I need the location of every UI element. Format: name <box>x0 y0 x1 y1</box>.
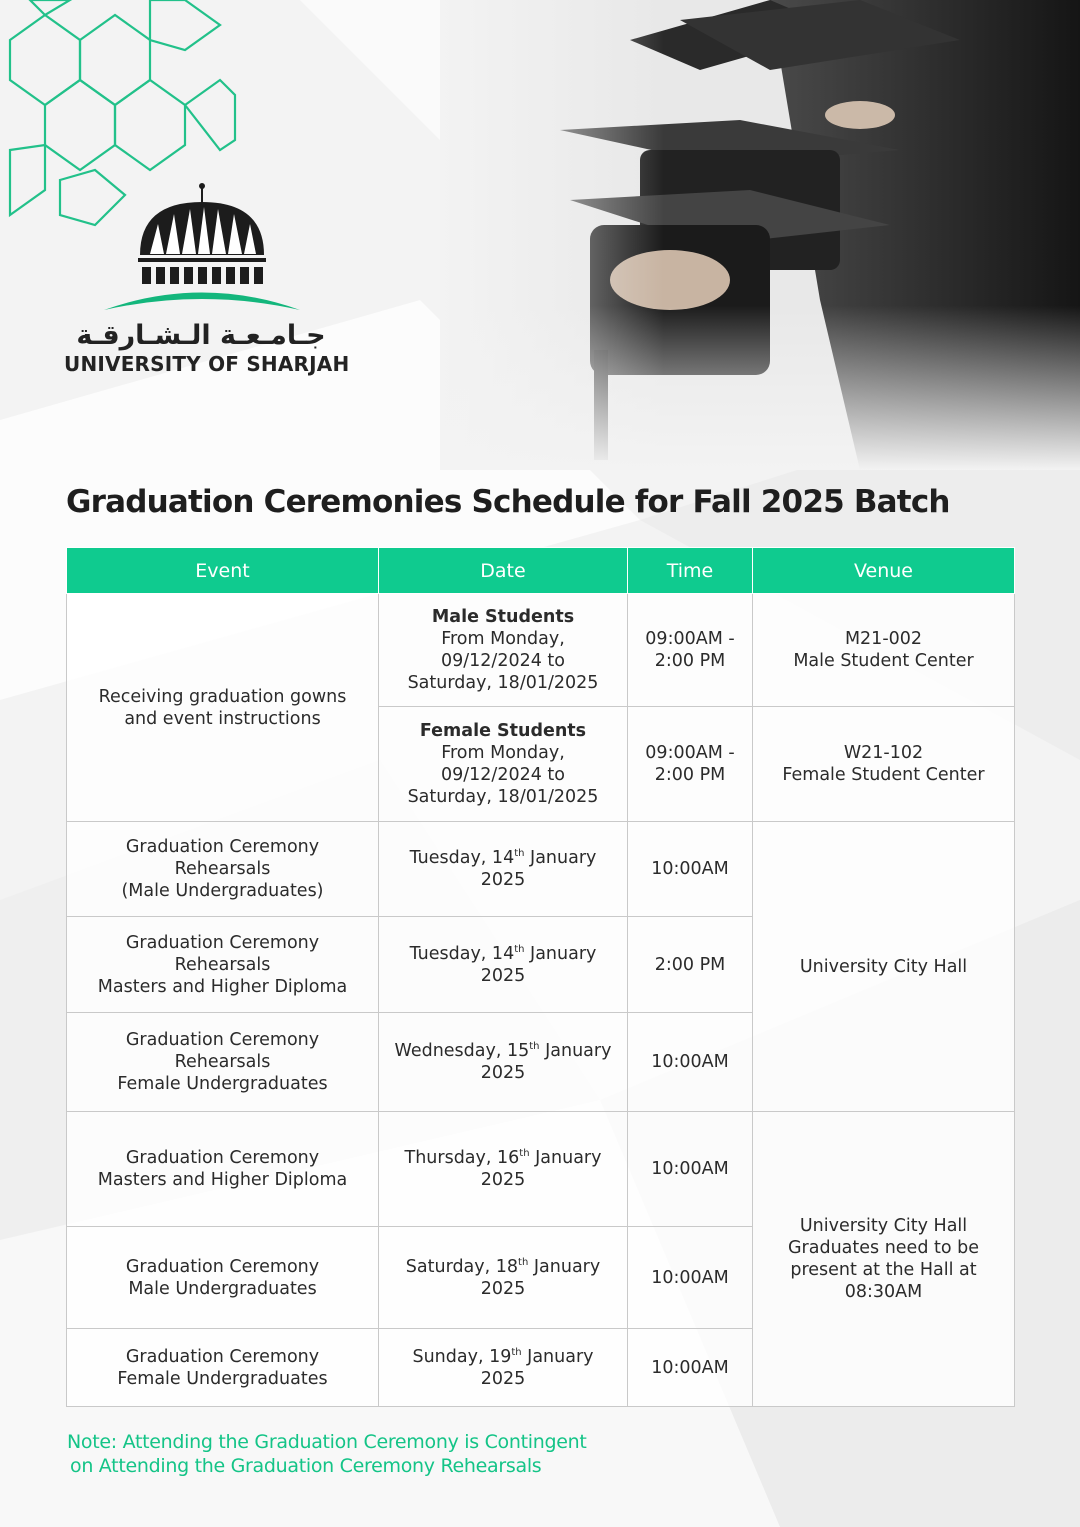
university-name-english: UNIVERSITY OF SHARJAH <box>64 352 350 376</box>
date-cell: Thursday, 16th January 2025 <box>379 1112 628 1227</box>
time-cell: 09:00AM - 2:00 PM <box>628 594 753 707</box>
time-cell: 10:00AM <box>628 1227 753 1329</box>
group-label: Female Students <box>419 721 587 741</box>
venue-cell: University City Hall <box>753 822 1015 1112</box>
event-cell: Graduation Ceremony Rehearsals (Male Undergraduates) <box>67 822 379 917</box>
event-cell: Graduation Ceremony Rehearsals Female Undergraduates <box>67 1013 379 1112</box>
group-label: Male Students <box>431 607 575 627</box>
date-cell: Tuesday, 14th January 2025 <box>379 917 628 1013</box>
page-title: Graduation Ceremonies Schedule for Fall 2025 Batch <box>66 484 950 520</box>
time-cell: 10:00AM <box>628 822 753 917</box>
date-cell: Tuesday, 14th January 2025 <box>379 822 628 917</box>
venue-cell: M21-002 Male Student Center <box>753 594 1015 707</box>
table-row <box>67 1112 1015 1227</box>
graduation-caps-photo <box>440 0 1080 470</box>
date-cell: Sunday, 19th January 2025 <box>379 1329 628 1407</box>
time-cell: 10:00AM <box>628 1112 753 1227</box>
header-date: Date <box>379 548 628 594</box>
table-row <box>67 822 1015 917</box>
dome-logo-icon <box>100 180 320 315</box>
table-header-row <box>67 548 1015 594</box>
date-cell: Saturday, 18th January 2025 <box>379 1227 628 1329</box>
date-cell: Male Students From Monday, 09/12/2024 to Saturday, 18/01/2025 <box>379 594 628 707</box>
event-cell: Graduation Ceremony Masters and Higher Diploma <box>67 1112 379 1227</box>
event-cell: Graduation Ceremony Female Undergraduates <box>67 1329 379 1407</box>
note-line: Note: Attending the Graduation Ceremony is Contingent <box>67 1431 587 1453</box>
event-cell: Graduation Ceremony Rehearsals Masters and Higher Diploma <box>67 917 379 1013</box>
time-cell: 10:00AM <box>628 1013 753 1112</box>
date-cell: Wednesday, 15th January 2025 <box>379 1013 628 1112</box>
header-time: Time <box>628 548 753 594</box>
university-logo <box>60 180 360 380</box>
university-name-arabic: جـامـعـة الـشـارقـة <box>76 320 326 351</box>
time-cell: 09:00AM - 2:00 PM <box>628 707 753 822</box>
time-cell: 10:00AM <box>628 1329 753 1407</box>
header-venue: Venue <box>753 548 1015 594</box>
venue-cell: W21-102 Female Student Center <box>753 707 1015 822</box>
table-row <box>67 594 1015 707</box>
schedule-table <box>66 547 1015 1407</box>
event-cell: Receiving graduation gowns and event instructions <box>67 594 379 822</box>
venue-cell: University City Hall Graduates need to be present at the Hall at 08:30AM <box>753 1112 1015 1407</box>
time-cell: 2:00 PM <box>628 917 753 1013</box>
note-line: on Attending the Graduation Ceremony Rehearsals <box>70 1455 542 1477</box>
header-event: Event <box>67 548 379 594</box>
event-cell: Graduation Ceremony Male Undergraduates <box>67 1227 379 1329</box>
attendance-note <box>67 1430 767 1478</box>
date-cell: Female Students From Monday, 09/12/2024 to Saturday, 18/01/2025 <box>379 707 628 822</box>
